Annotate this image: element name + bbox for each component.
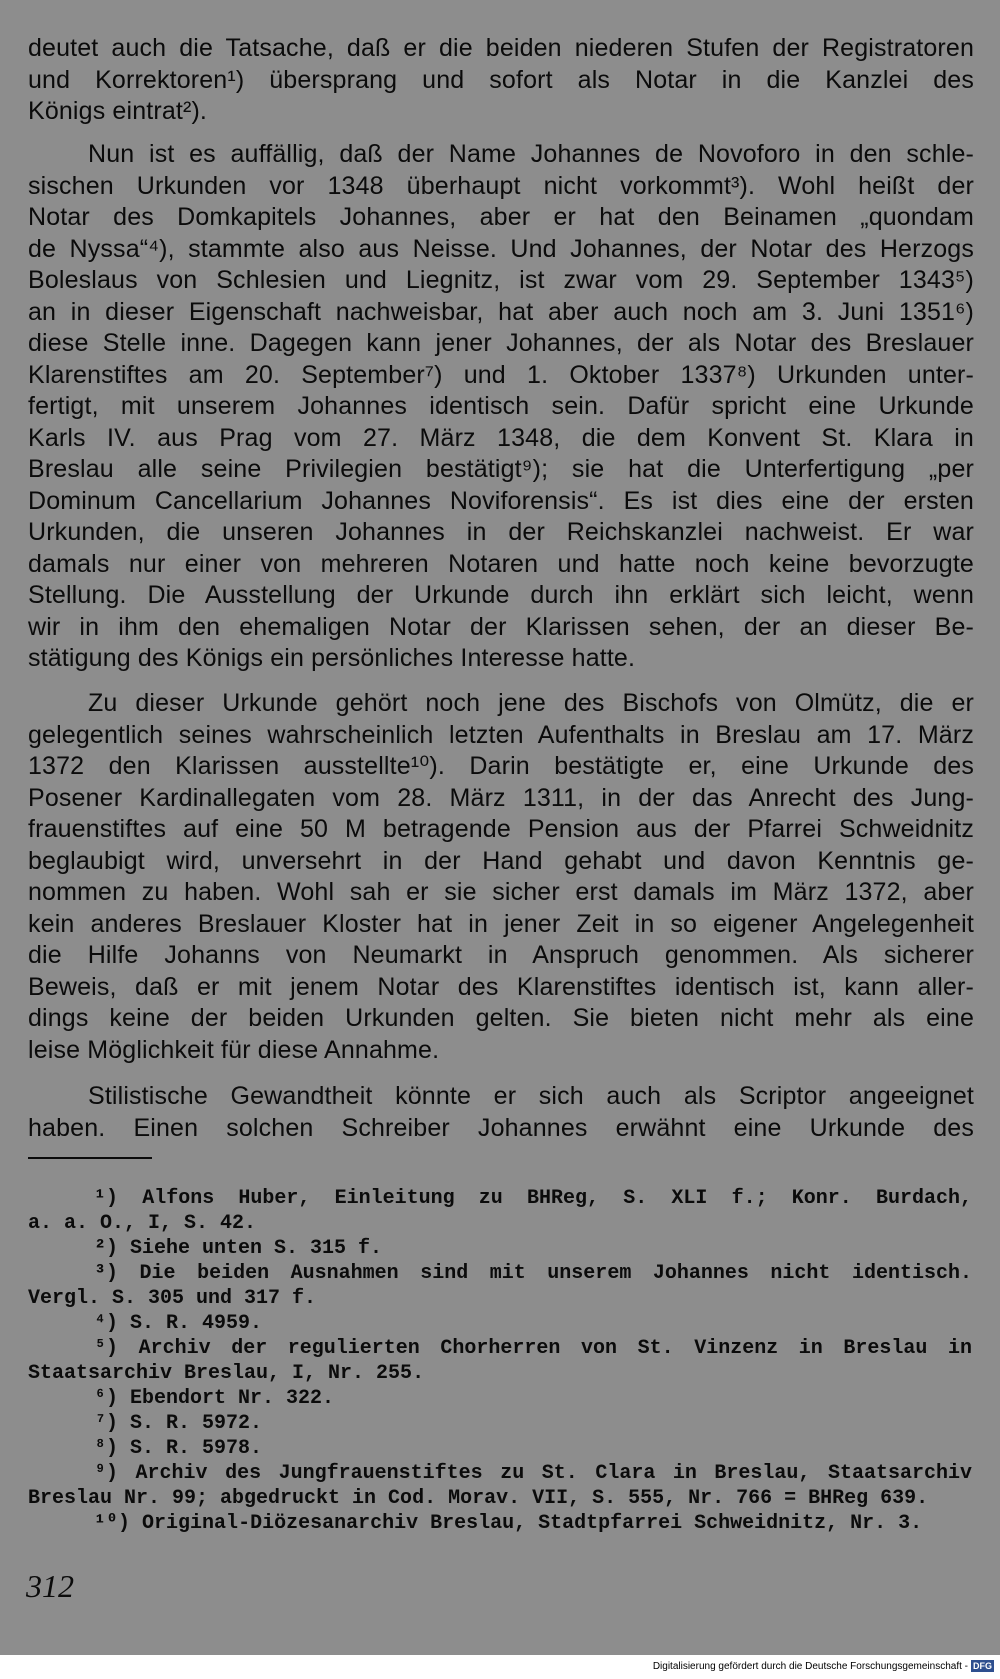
- text-line: diese Stelle inne. Dagegen kann jener Johannes, der als Notar des Breslauer: [28, 329, 974, 357]
- text-line: an in dieser Eigenschaft nachweisbar, hat aber auch noch am 3. Juni 1351⁶): [28, 297, 974, 326]
- footnote: [28, 1236, 972, 1261]
- text-line: wir in ihm den ehemaligen Notar der Klarissen sehen, der an dieser Be-: [28, 612, 974, 641]
- text-line: beglaubigt wird, unversehrt in der Hand gehabt und davon Kenntnis ge-: [28, 846, 974, 875]
- footnote: [28, 1336, 972, 1386]
- footnote-line: ⁸) S. R. 5978.: [94, 1437, 263, 1460]
- footnote-line: ²) Siehe unten S. 315 f.: [94, 1237, 383, 1260]
- text-line: sischen Urkunden vor 1348 überhaupt nicht vorkommt³). Wohl heißt der: [28, 171, 974, 200]
- text-line: Stilistische Gewandtheit könnte er sich auch als Scriptor angeeignet: [88, 1082, 974, 1110]
- footnote: [28, 1386, 972, 1411]
- footnote: [28, 1186, 972, 1236]
- footnote: [28, 1261, 972, 1311]
- text-line: stätigung des Königs ein persönliches Interesse hatte.: [28, 644, 636, 672]
- footnote: [28, 1461, 972, 1511]
- footnote: [28, 1511, 972, 1536]
- credit-text: Digitalisierung gefördert durch die Deutsche Forschungsgemeinschaft -: [652, 1661, 968, 1672]
- text-line: 1372 den Klarissen ausstellte¹⁰). Darin bestätigte er, eine Urkunde des: [28, 752, 974, 780]
- text-line: frauenstiftes auf eine 50 M betragende Pension aus der Pfarrei Schweidnitz: [28, 815, 974, 843]
- body-paragraph: [28, 139, 974, 675]
- text-line: kein anderes Breslauer Kloster hat in jener Zeit in so eigener Angelegenheit: [28, 909, 974, 938]
- text-line: damals nur einer von mehreren Notaren und hatte noch keine bevorzugte: [28, 549, 974, 578]
- footnote-line: ⁷) S. R. 5972.: [94, 1412, 263, 1435]
- footnote-line: Breslau Nr. 99; abgedruckt in Cod. Morav. VII, S. 555, Nr. 766 = BHReg 639.: [28, 1487, 929, 1510]
- footnote: [28, 1436, 972, 1461]
- footnote-separator: [28, 1157, 152, 1159]
- dfg-logo: DFG: [973, 1661, 992, 1671]
- text-line: Urkunden, die unseren Johannes in der Reichskanzlei nachweist. Er war: [28, 518, 974, 546]
- text-line: Nun ist es auffällig, daß der Name Johannes de Novoforo in den schle-: [88, 140, 974, 168]
- text-line: haben. Einen solchen Schreiber Johannes erwähnt eine Urkunde des: [28, 1113, 974, 1142]
- footnote-line: ⁵) Archiv der regulierten Chorherren von St. Vinzenz in Breslau in: [94, 1337, 972, 1360]
- text-line: Königs eintrat²).: [28, 97, 208, 125]
- text-line: nommen zu haben. Wohl sah er sie sicher erst damals im März 1372, aber: [28, 878, 974, 906]
- text-line: fertigt, mit unserem Johannes identisch sein. Dafür spricht eine Urkunde: [28, 392, 974, 420]
- footnote: [28, 1311, 972, 1336]
- page-number: 312: [26, 1568, 74, 1604]
- text-line: deutet auch die Tatsache, daß er die beiden niederen Stufen der Registratoren: [28, 34, 974, 62]
- text-line: die Hilfe Johanns von Neumarkt in Anspruch genommen. Als sicherer: [28, 941, 974, 969]
- text-line: Notar des Domkapitels Johannes, aber er hat den Beinamen „quondam: [28, 203, 974, 231]
- text-line: dings keine der beiden Urkunden gelten. Sie bieten nicht mehr als eine: [28, 1004, 974, 1032]
- body-paragraph: [28, 33, 974, 128]
- text-line: Breslau alle seine Privilegien bestätigt⁹); sie hat die Unterfertigung „per: [28, 455, 974, 483]
- footnote-line: Vergl. S. 305 und 317 f.: [28, 1287, 317, 1310]
- text-line: und Korrektoren¹) übersprang und sofort als Notar in die Kanzlei des: [28, 65, 974, 94]
- text-line: Zu dieser Urkunde gehört noch jene des Bischofs von Olmütz, die er: [88, 689, 974, 717]
- footnote-line: ¹) Alfons Huber, Einleitung zu BHReg, S. XLI f.; Konr. Burdach,: [94, 1187, 972, 1210]
- body-paragraph: [28, 688, 974, 1066]
- text-line: Karls IV. aus Prag vom 27. März 1348, die dem Konvent St. Klara in: [28, 423, 974, 452]
- footnote-line: ⁴) S. R. 4959.: [94, 1312, 263, 1335]
- text-line: Dominum Cancellarium Johannes Noviforensis“. Es ist dies eine der ersten: [28, 486, 974, 515]
- footnote-line: a. a. O., I, S. 42.: [28, 1212, 257, 1235]
- digitization-credit: [653, 1660, 994, 1672]
- footnote-line: ¹⁰) Original-Diözesanarchiv Breslau, Stadtpfarrei Schweidnitz, Nr. 3.: [94, 1512, 923, 1535]
- text-line: Beweis, daß er mit jenem Notar des Klarenstiftes identisch ist, kann aller-: [28, 972, 974, 1001]
- text-line: leise Möglichkeit für diese Annahme.: [28, 1035, 440, 1064]
- body-paragraph: [28, 1081, 974, 1144]
- text-line: Posener Kardinallegaten vom 28. März 1311, in der das Anrecht des Jung-: [28, 783, 974, 812]
- footnote-line: ³) Die beiden Ausnahmen sind mit unserem Johannes nicht identisch.: [94, 1262, 972, 1285]
- footnote-line: Staatsarchiv Breslau, I, Nr. 255.: [28, 1362, 425, 1385]
- text-line: Boleslaus von Schlesien und Liegnitz, ist zwar vom 29. September 1343⁵): [28, 266, 974, 294]
- text-line: gelegentlich seines wahrscheinlich letzten Aufenthalts in Breslau am 17. März: [28, 720, 974, 749]
- footnotes: [28, 1186, 972, 1536]
- text-line: Stellung. Die Ausstellung der Urkunde durch ihn erklärt sich leicht, wenn: [28, 581, 974, 609]
- footnote-line: ⁹) Archiv des Jungfrauenstiftes zu St. Clara in Breslau, Staatsarchiv: [94, 1462, 972, 1485]
- text-line: Klarenstiftes am 20. September⁷) und 1. Oktober 1337⁸) Urkunden unter-: [28, 360, 974, 389]
- footnote: [28, 1411, 972, 1436]
- text-line: de Nyssa“⁴), stammte also aus Neisse. Und Johannes, der Notar des Herzogs: [28, 234, 974, 263]
- footnote-line: ⁶) Ebendort Nr. 322.: [94, 1387, 335, 1410]
